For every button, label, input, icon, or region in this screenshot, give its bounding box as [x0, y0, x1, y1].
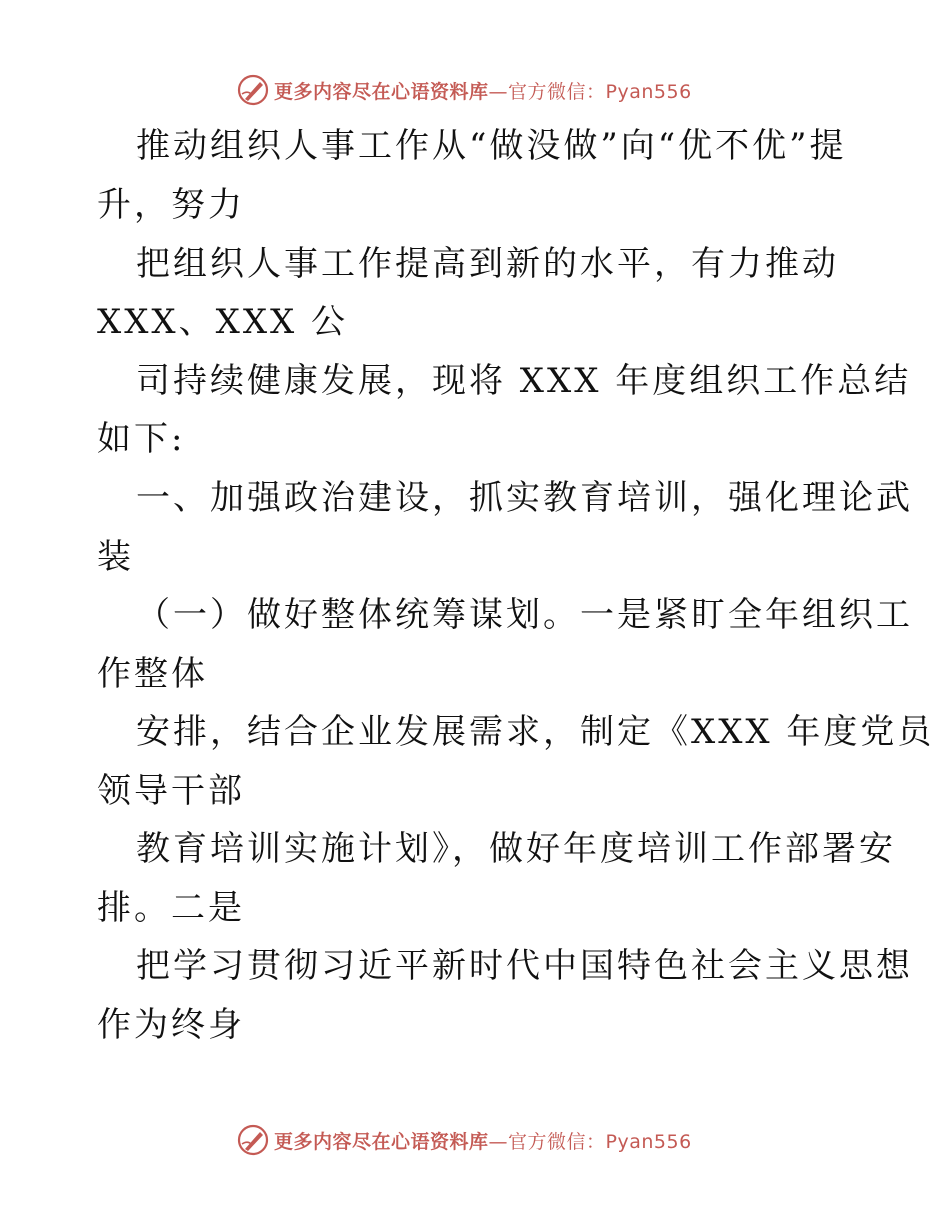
watermark-site: 更多内容尽在心语资料库: [274, 80, 489, 103]
text-line: 作为终身: [97, 1005, 245, 1045]
text-line: 推动组织人事工作从“做没做”向“优不优”提: [136, 126, 847, 166]
watermark-site: 更多内容尽在心语资料库: [274, 1130, 489, 1153]
watermark-text: [274, 1127, 692, 1154]
quill-pen-circle-icon: [236, 1123, 270, 1157]
watermark-footer: [236, 1122, 716, 1158]
watermark-wechat: 官方微信：Pyan556: [508, 80, 692, 103]
section-heading: 一、加强政治建设，抓实教育培训，强化理论武: [136, 478, 913, 518]
watermark-dash: —: [488, 80, 509, 103]
text-line: 安排，结合企业发展需求，制定《XXX 年度党员: [136, 712, 935, 752]
watermark-wechat: 官方微信：Pyan556: [508, 1130, 692, 1153]
text-line: 把组织人事工作提高到新的水平，有力推动: [136, 244, 839, 284]
section-heading: 装: [97, 537, 134, 577]
text-line: 把学习贯彻习近平新时代中国特色社会主义思想: [136, 946, 913, 986]
text-line: XXX、XXX 公: [97, 302, 349, 342]
text-line: 司持续健康发展，现将 XXX 年度组织工作总结: [136, 361, 912, 401]
text-line: 排。二是: [97, 888, 245, 928]
watermark-dash: —: [488, 1130, 509, 1153]
text-line: 升，努力: [97, 185, 245, 225]
text-line: 教育培训实施计划》，做好年度培训工作部署安: [136, 829, 896, 869]
text-line: 如下:: [97, 419, 186, 459]
text-line: 领导干部: [97, 771, 245, 811]
text-line: （一）做好整体统筹谋划。一是紧盯全年组织工: [136, 595, 913, 635]
text-line: 作整体: [97, 654, 208, 694]
